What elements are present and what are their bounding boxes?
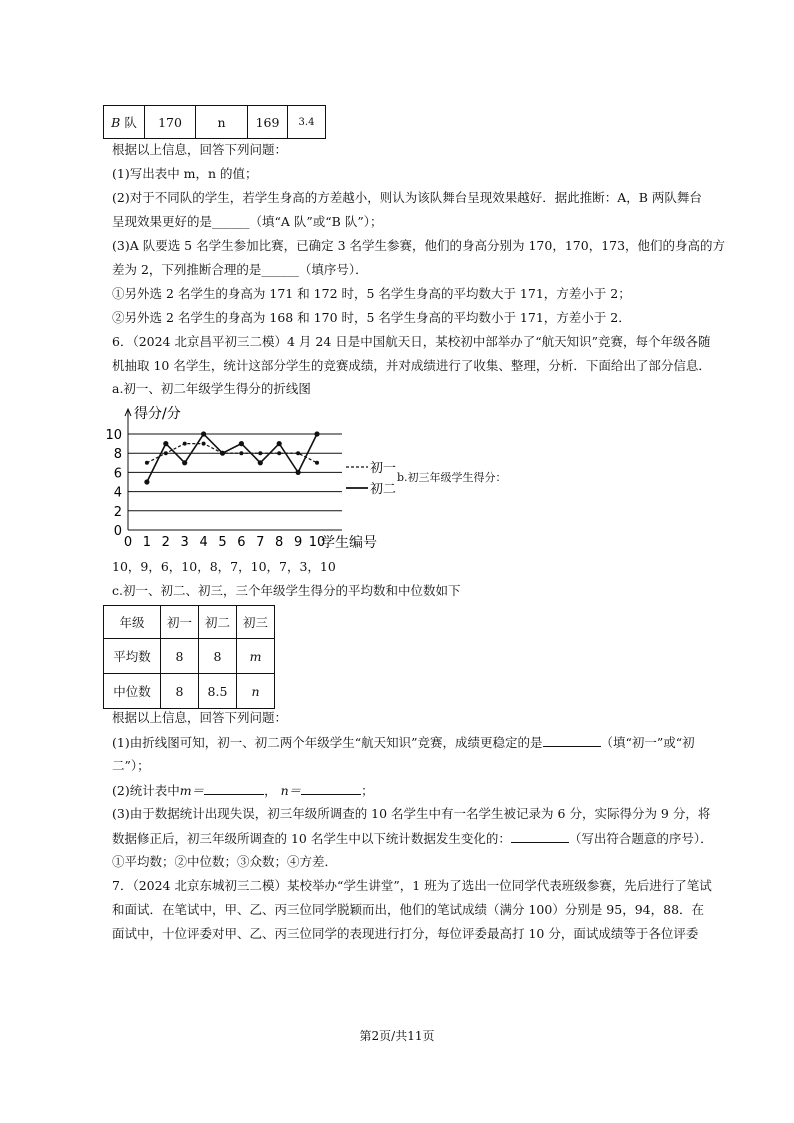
- b-team-cell-1: 170: [145, 106, 196, 139]
- data-point: [277, 451, 281, 455]
- y-axis-label: 得分/分: [134, 406, 181, 422]
- x-tick-label: 5: [218, 535, 227, 550]
- q6-part3a: (3)由于数据统计出现失误，初三年级所调查的 10 名学生中有一名学生被记录为 6 分，实际得分为 9 分，将: [112, 806, 711, 821]
- x-tick-label: 6: [237, 535, 246, 550]
- q6-part2-n: n＝: [280, 783, 302, 798]
- q5-part3a: (3)A 队要选 5 名学生参加比赛，已确定 3 名学生参赛，他们的身高分别为 170，170，173，他们的身高的方: [112, 238, 726, 253]
- y-tick-label: 10: [105, 428, 122, 443]
- q5-part3b: 差为 2，下列推断合理的是______（填序号）．: [112, 262, 368, 277]
- data-point: [220, 451, 225, 456]
- row-mean-grade3: m: [237, 639, 275, 674]
- q6-part1a-text: (1)由折线图可知，初一、初二两个年级学生“航天知识”竞赛，成绩更稳定的是: [112, 735, 543, 750]
- row-median-grade3: n: [237, 674, 275, 709]
- q6-part1a: [112, 734, 695, 751]
- x-tick-label: 2: [161, 535, 170, 550]
- q7-line3: 面试中，十位评委对甲、乙、丙三位同学的表现进行打分，每位评委最高打 10 分，面试成绩等于各位评委: [112, 926, 699, 941]
- series-line-2: [147, 434, 317, 482]
- q5-part2b: 呈现效果更好的是______（填“A 队”或“B 队”）；: [112, 214, 383, 229]
- q6-line1: 6．（2024 北京昌平初三二模）4 月 24 日是中国航天日，某校初中部举办了“航天知识”竞赛，每个年级各随: [112, 334, 711, 349]
- th-grade1: 初一: [161, 606, 199, 639]
- q6-part2-m: m＝: [179, 783, 205, 798]
- row-median-label: 中位数: [104, 674, 161, 709]
- answer-blank-n[interactable]: [301, 782, 361, 795]
- answer-blank-1[interactable]: [543, 734, 601, 747]
- q6-part3b-tail: （写出符合题意的序号）．: [568, 831, 713, 846]
- q6-part2: [112, 782, 374, 799]
- grade-stats-table: [103, 605, 275, 709]
- y-tick-label: 4: [113, 485, 122, 501]
- y-tick-label: 0: [113, 524, 122, 539]
- q6-part1a-tail: （填“初一”或“初: [600, 735, 695, 750]
- data-point: [314, 431, 319, 436]
- data-point: [201, 431, 206, 436]
- row-median-grade2: 8.5: [199, 674, 237, 709]
- th-grade: 年级: [104, 606, 161, 639]
- b-team-cell-4: 3.4: [288, 106, 326, 139]
- x-axis-label: 学生编号: [321, 535, 377, 551]
- y-tick-label: 6: [113, 466, 122, 482]
- q6-line2: 机抽取 10 名学生，统计这部分学生的竞赛成绩，并对成绩进行了收集、整理，分析．下面给出了部分信息．: [112, 358, 711, 373]
- q5-intro: 根据以上信息，回答下列问题：: [112, 142, 288, 157]
- b-team-table: [103, 105, 326, 139]
- q6-b-scores: 10，9，6，10，8，7，10，7，3，10: [112, 559, 336, 574]
- q5-part1: (1)写出表中 m，n 的值；: [112, 166, 258, 181]
- q6-b-label: b.初三年级学生得分：: [397, 471, 507, 484]
- data-point: [182, 460, 187, 465]
- b-team-cell-name: B 队: [104, 106, 145, 139]
- x-tick-label: 0: [123, 535, 133, 550]
- q5-option1: ①另外选 2 名学生的身高为 171 和 172 时，5 名学生身高的平均数大于 171，方差小于 2；: [112, 286, 631, 301]
- b-team-cell-3: 169: [248, 106, 288, 139]
- legend-label-1: 初一: [370, 461, 397, 476]
- data-point: [183, 442, 187, 446]
- answer-blank-m[interactable]: [204, 782, 264, 795]
- th-grade3: 初三: [237, 606, 275, 639]
- data-point: [144, 479, 149, 484]
- x-tick-label: 8: [275, 535, 284, 550]
- answer-blank-3[interactable]: [511, 830, 569, 843]
- y-tick-label: 2: [113, 504, 122, 520]
- data-point: [258, 460, 263, 465]
- q6-part3b-head: 数据修正后，初三年级所调查的 10 名学生中以下统计数据发生变化的：: [112, 831, 511, 846]
- th-grade2: 初二: [199, 606, 237, 639]
- data-point: [239, 451, 243, 455]
- b-team-cell-2: n: [196, 106, 248, 139]
- x-tick-label: 7: [256, 535, 265, 550]
- y-tick-label: 8: [113, 447, 122, 463]
- q6-part1b: 二”）；: [112, 758, 150, 773]
- x-tick-label: 10: [308, 535, 326, 550]
- x-tick-label: 3: [180, 535, 189, 550]
- data-point: [202, 442, 206, 446]
- data-point: [315, 461, 319, 465]
- q6-part2-end: ；: [361, 783, 374, 798]
- data-point: [164, 451, 168, 455]
- q5-part2a: (2)对于不同队的学生，若学生身高的方差越小，则认为该队舞台呈现效果越好．据此推断：A，B 两队舞台: [112, 190, 702, 205]
- q6-intro: 根据以上信息，回答下列问题：: [112, 710, 288, 725]
- q6-line-a: a.初一、初二年级学生得分的折线图: [112, 381, 311, 396]
- x-tick-label: 1: [142, 535, 152, 550]
- q6-part2-label: (2)统计表中: [112, 783, 180, 798]
- row-mean-grade1: 8: [161, 639, 199, 674]
- q7-line1: 7．（2024 北京东城初三二模）某校举办“学生讲堂”，1 班为了选出一位同学代表班级参赛，先后进行了笔试: [112, 878, 712, 893]
- q6-part2-sep: ，: [264, 783, 277, 798]
- x-tick-label: 4: [199, 535, 208, 550]
- data-point: [258, 451, 262, 455]
- row-mean-grade2: 8: [199, 639, 237, 674]
- data-point: [296, 470, 301, 475]
- data-point: [277, 441, 282, 446]
- page-footer: 第2页/共11页: [359, 1029, 435, 1043]
- q7-line2: 和面试．在笔试中，甲、乙、丙三位同学脱颖而出，他们的笔试成绩（满分 100）分别是 95，94，88．在: [112, 902, 705, 917]
- data-point: [145, 461, 149, 465]
- q6-line-c: c.初一、初二、初三，三个年级学生得分的平均数和中位数如下: [112, 583, 461, 598]
- row-median-grade1: 8: [161, 674, 199, 709]
- q5-option2: ②另外选 2 名学生的身高为 168 和 170 时，5 名学生身高的平均数小于 171，方差小于 2．: [112, 310, 631, 325]
- q6-part3b: [112, 830, 713, 847]
- q6-part3c: ①平均数；②中位数；③众数；④方差．: [112, 854, 338, 869]
- data-point: [239, 441, 244, 446]
- legend-label-2: 初二: [370, 482, 397, 497]
- data-point: [296, 451, 300, 455]
- row-mean-label: 平均数: [104, 639, 161, 674]
- data-point: [163, 441, 168, 446]
- x-tick-label: 9: [293, 535, 303, 550]
